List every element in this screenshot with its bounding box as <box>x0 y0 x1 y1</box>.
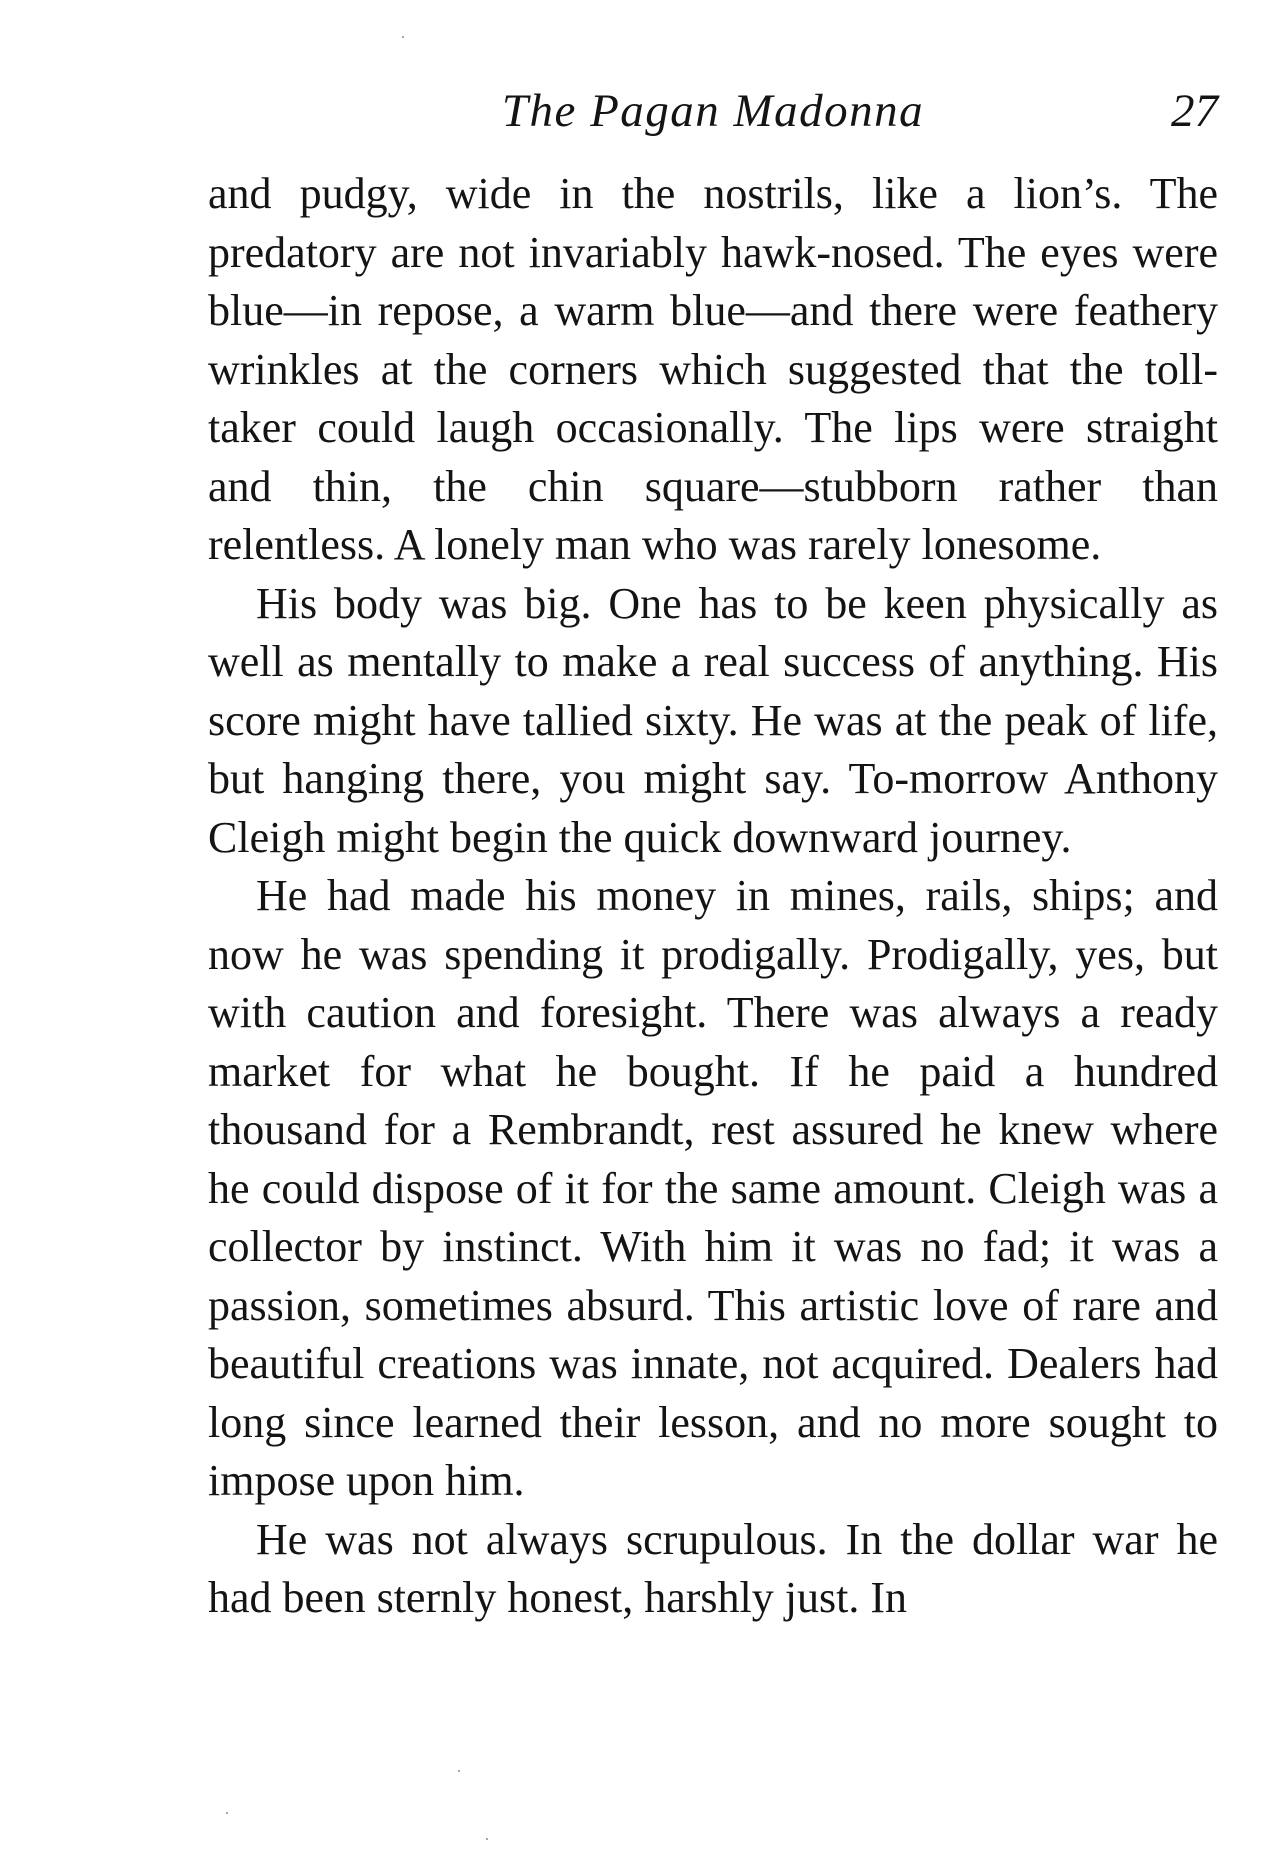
paragraph-continued: and pudgy, wide in the nostrils, like a lion’s. The predatory are not invariably hawk-nosed. The eyes were blue—in repose, a warm blue—and there were feathery wrinkles at the corners which suggested that the toll-taker could laugh occasionally. The lips were straight and thin, the chin square—stubborn rather than relentless. A lonely man who was rarely lonesome. <box>208 169 1218 569</box>
page-number: 27 <box>1171 85 1218 137</box>
running-head <box>208 84 1218 144</box>
body-text <box>208 165 1218 1628</box>
running-title: The Pagan Madonna <box>501 85 925 137</box>
scan-speck <box>458 1770 460 1772</box>
paragraph: His body was big. One has to be keen physically as well as mentally to make a real success of anything. His score might have tallied sixty. He was at the peak of life, but hanging there, you might say. To-morrow Anthony Cleigh might begin the quick downward journey. <box>208 578 1218 862</box>
scan-speck <box>402 36 404 38</box>
scan-speck <box>226 1812 228 1814</box>
paragraph: He was not always scrupulous. In the dollar war he had been sternly honest, harshly just. In <box>208 1514 1218 1622</box>
scan-speck <box>486 1838 488 1840</box>
paragraph: He had made his money in mines, rails, ships; and now he was spending it prodigally. Prodigally, yes, but with caution and foresight. There was always a ready market for what he bought. If he paid a hundred thousand for a Rembrandt, rest assured he knew where he could dispose of it for the same amount. Cleigh was a collector by instinct. With him it was no fad; it was a passion, sometimes absurd. This artistic love of rare and beautiful creations was innate, not acquired. Dealers had long since learned their lesson, and no more sought to impose upon him. <box>208 871 1218 1505</box>
